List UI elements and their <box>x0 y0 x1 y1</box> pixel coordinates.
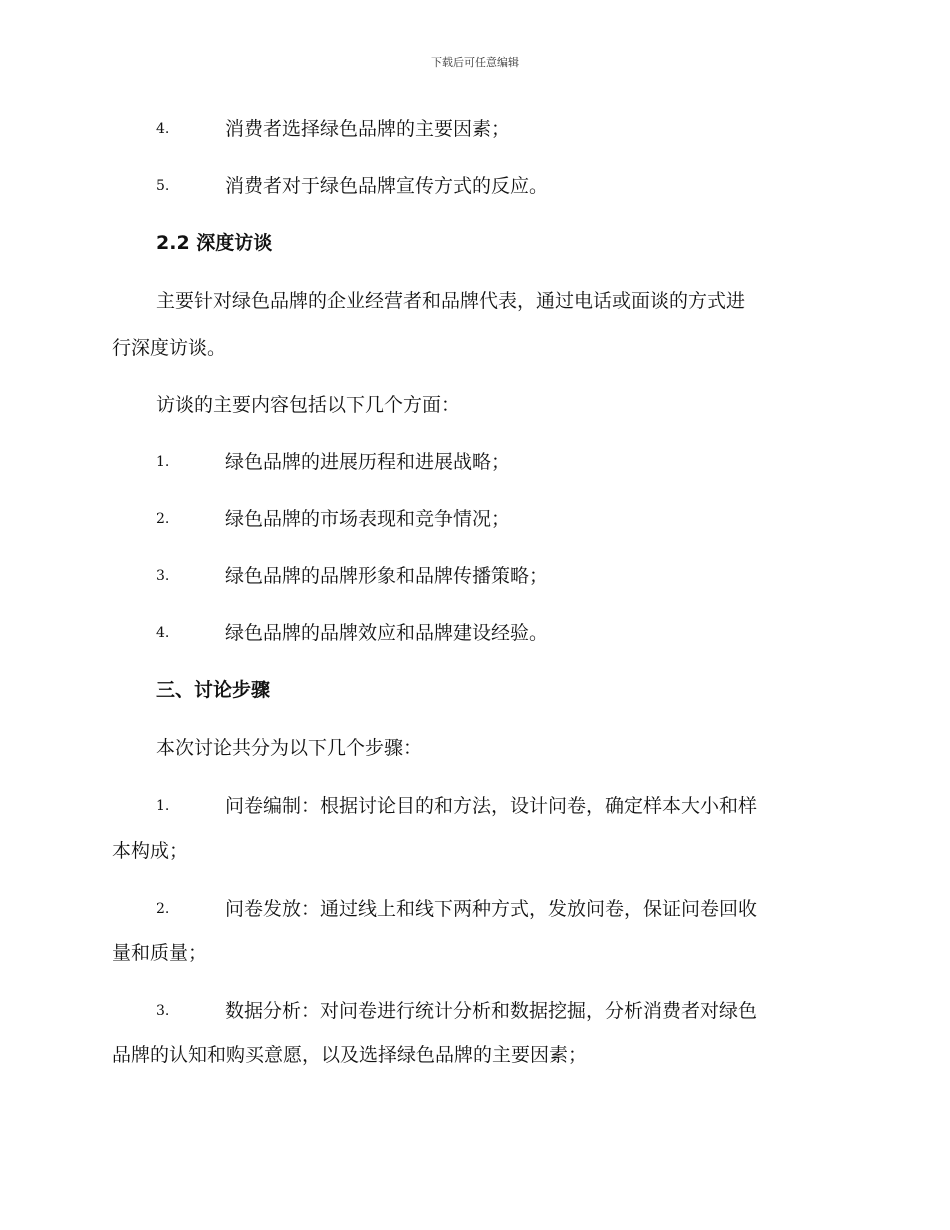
paragraph: 本次讨论共分为以下几个步骤： <box>156 737 423 759</box>
page-header: 下载后可任意编辑 <box>431 56 519 69</box>
section-heading: 2.2 深度访谈 <box>156 232 273 254</box>
list-item-number: 2. <box>156 511 170 527</box>
step-text-line: 本构成； <box>112 840 189 862</box>
list-item-number: 3. <box>156 568 170 584</box>
list-item-text: 绿色品牌的品牌效应和品牌建设经验。 <box>225 622 549 644</box>
list-item-text: 消费者对于绿色品牌宣传方式的反应。 <box>225 175 549 197</box>
section-heading: 三、讨论步骤 <box>156 679 271 701</box>
list-item-number: 1. <box>156 454 170 470</box>
step-text-line: 问卷发放：通过线上和线下两种方式，发放问卷，保证问卷回收 <box>225 898 758 920</box>
list-item-number: 5. <box>156 178 170 194</box>
paragraph: 访谈的主要内容包括以下几个方面： <box>156 394 461 416</box>
list-item-text: 绿色品牌的品牌形象和品牌传播策略； <box>225 565 549 587</box>
paragraph-line: 行深度访谈。 <box>112 337 227 359</box>
list-item-number: 4. <box>156 121 170 137</box>
list-item-text: 绿色品牌的进展历程和进展战略； <box>225 451 511 473</box>
step-text-line: 量和质量； <box>112 942 208 964</box>
step-number: 2. <box>156 901 170 917</box>
paragraph-line: 主要针对绿色品牌的企业经营者和品牌代表，通过电话或面谈的方式进 <box>156 290 746 312</box>
list-item-text: 绿色品牌的市场表现和竞争情况； <box>225 508 511 530</box>
step-number: 1. <box>156 798 170 814</box>
list-item-text: 消费者选择绿色品牌的主要因素； <box>225 118 511 140</box>
step-number: 3. <box>156 1003 170 1019</box>
step-text-line: 数据分析：对问卷进行统计分析和数据挖掘，分析消费者对绿色 <box>225 1000 758 1022</box>
step-text-line: 问卷编制：根据讨论目的和方法，设计问卷，确定样本大小和样 <box>225 795 758 817</box>
step-text-line: 品牌的认知和购买意愿，以及选择绿色品牌的主要因素； <box>112 1044 588 1066</box>
list-item-number: 4. <box>156 625 170 641</box>
